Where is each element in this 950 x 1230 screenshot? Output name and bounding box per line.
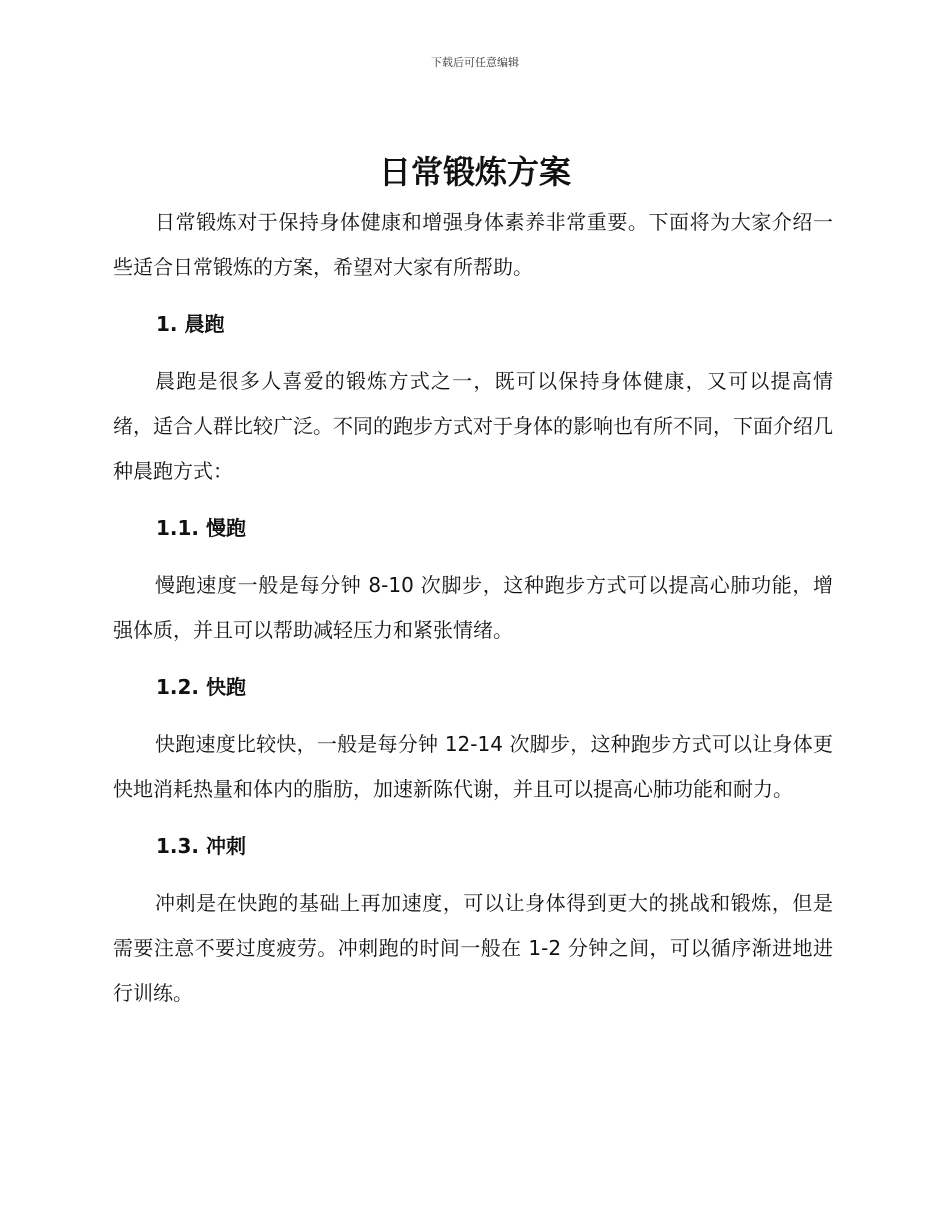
section-heading-fast-run: 1.2. 快跑 [156, 675, 246, 699]
document-body [113, 200, 833, 1028]
section-heading-morning-run: 1. 晨跑 [156, 312, 225, 336]
section-heading-sprint: 1.3. 冲刺 [156, 834, 246, 858]
intro-paragraph: 日常锻炼对于保持身体健康和增强身体素养非常重要。下面将为大家介绍一些适合日常锻炼的方案，希望对大家有所帮助。 [113, 210, 833, 279]
section-paragraph-fast-run: 快跑速度比较快，一般是每分钟 12-14 次脚步，这种跑步方式可以让身体更快地消耗热量和体内的脂肪，加速新陈代谢，并且可以提高心肺功能和耐力。 [113, 732, 833, 801]
section-paragraph-sprint: 冲刺是在快跑的基础上再加速度，可以让身体得到更大的挑战和锻炼，但是需要注意不要过度疲劳。冲刺跑的时间一般在 1-2 分钟之间，可以循序渐进地进行训练。 [113, 891, 833, 1005]
document-title: 日常锻炼方案 [378, 153, 571, 191]
section-paragraph-jogging: 慢跑速度一般是每分钟 8-10 次脚步，这种跑步方式可以提高心肺功能，增强体质，并且可以帮助减轻压力和紧张情绪。 [113, 573, 833, 642]
header-note: 下载后可任意编辑 [431, 56, 519, 69]
section-paragraph-morning-run: 晨跑是很多人喜爱的锻炼方式之一，既可以保持身体健康，又可以提高情绪，适合人群比较广泛。不同的跑步方式对于身体的影响也有所不同，下面介绍几种晨跑方式： [113, 369, 833, 483]
section-heading-jogging: 1.1. 慢跑 [156, 516, 246, 540]
